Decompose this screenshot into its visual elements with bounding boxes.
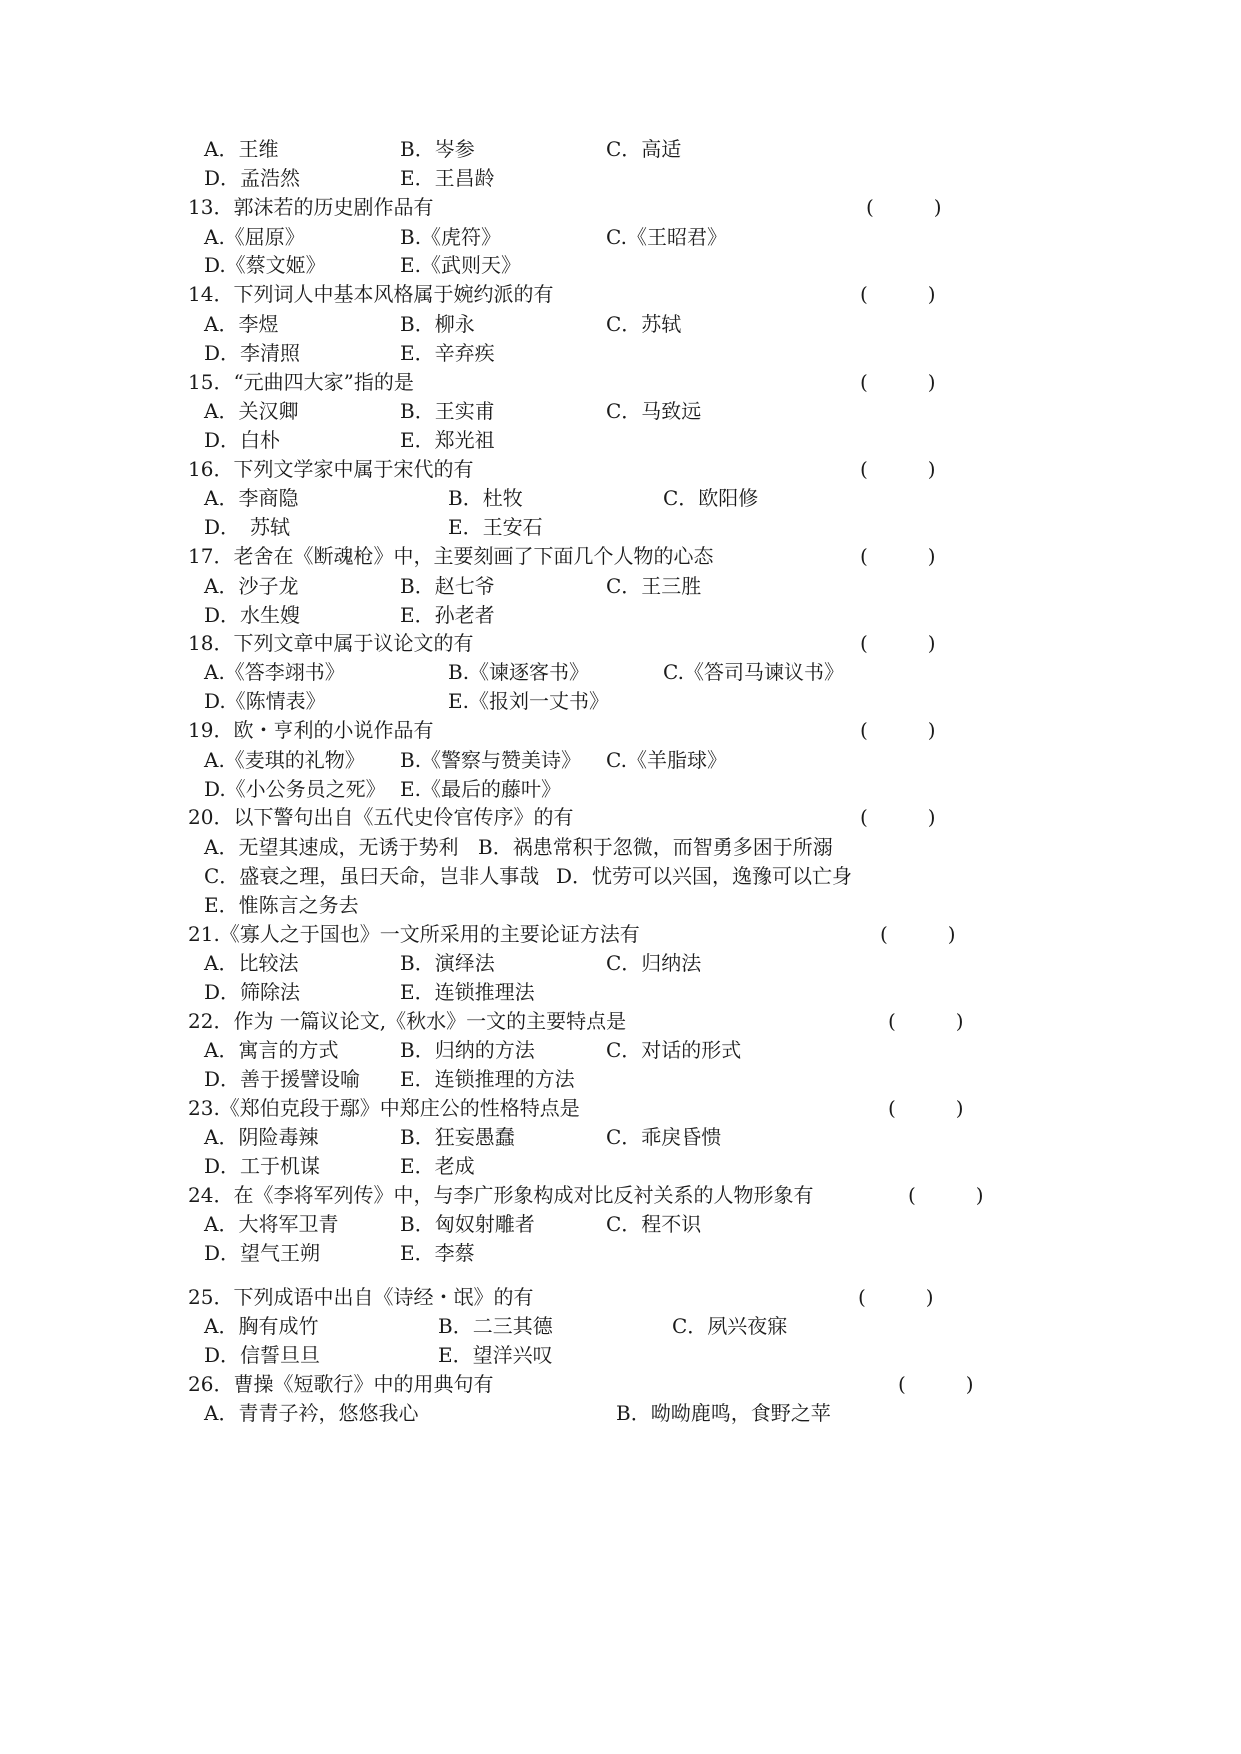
- question-row: [0, 919, 1241, 949]
- option-b: D．忧劳可以兴国，逸豫可以亡身: [556, 864, 853, 888]
- question-text: 16．下列文学家中属于宋代的有: [188, 457, 474, 481]
- question-text: 14．下列词人中基本风格属于婉约派的有: [188, 282, 554, 306]
- answer-blank[interactable]: ( ): [860, 282, 936, 306]
- option-c: C．苏轼: [606, 312, 682, 336]
- option-a: A．沙子龙: [204, 574, 299, 598]
- option-a: A.《屈原》: [204, 225, 305, 249]
- answer-blank[interactable]: ( ): [858, 1285, 934, 1309]
- option-row: [0, 1035, 1241, 1065]
- option-c: C．程不识: [606, 1212, 702, 1236]
- option-c: C．马致远: [606, 399, 702, 423]
- question-text: 18．下列文章中属于议论文的有: [188, 631, 474, 655]
- option-a: A．阴险毒辣: [204, 1125, 319, 1149]
- question-text: 15．“元曲四大家”指的是: [188, 370, 414, 394]
- option-row: [0, 1064, 1241, 1094]
- question-row: [0, 541, 1241, 571]
- option-b: B．王实甫: [400, 399, 495, 423]
- option-a: D.《蔡文姬》: [204, 253, 326, 277]
- answer-blank[interactable]: ( ): [860, 805, 936, 829]
- option-a: D．望气王朔: [204, 1241, 321, 1265]
- option-row: [0, 396, 1241, 426]
- question-text: 17．老舍在《断魂枪》中，主要刻画了下面几个人物的心态: [188, 544, 714, 568]
- option-a: C．盛衰之理，虽曰天命，岂非人事哉: [204, 864, 540, 888]
- question-row: [0, 192, 1241, 222]
- option-c: C．欧阳修: [663, 486, 759, 510]
- question-row: [0, 802, 1241, 832]
- question-row: [0, 1180, 1241, 1210]
- option-b: B．柳永: [400, 312, 475, 336]
- option-b: B．祸患常积于忽微，而智勇多困于所溺: [478, 835, 833, 859]
- question-text: 22．作为 一篇议论文,《秋水》一文的主要特点是: [188, 1009, 627, 1033]
- answer-blank[interactable]: ( ): [860, 544, 936, 568]
- option-a: D．白朴: [204, 428, 281, 452]
- option-row: [0, 222, 1241, 252]
- answer-blank[interactable]: ( ): [860, 457, 936, 481]
- option-b: B．呦呦鹿鸣，食野之苹: [616, 1401, 831, 1425]
- option-c: C．对话的形式: [606, 1038, 742, 1062]
- option-row: [0, 163, 1241, 193]
- option-b: E．李蔡: [400, 1241, 475, 1265]
- option-row: [0, 977, 1241, 1007]
- option-a: A．大将军卫青: [204, 1212, 339, 1236]
- option-row: [0, 309, 1241, 339]
- option-a: D．李清照: [204, 341, 301, 365]
- option-row: [0, 1340, 1241, 1370]
- option-a: A.《麦琪的礼物》: [204, 748, 365, 772]
- answer-blank[interactable]: ( ): [888, 1096, 964, 1120]
- option-c: C．归纳法: [606, 951, 702, 975]
- option-row: [0, 861, 1241, 891]
- option-b: E.《最后的藤叶》: [400, 777, 561, 801]
- answer-blank[interactable]: ( ): [898, 1372, 974, 1396]
- option-row: [0, 600, 1241, 630]
- option-b: B.《虎符》: [400, 225, 502, 249]
- option-a: D.《陈情表》: [204, 689, 326, 713]
- option-a: D．工于机谋: [204, 1154, 321, 1178]
- question-text: 21.《寡人之于国也》一文所采用的主要论证方法有: [188, 922, 640, 946]
- option-b: B．归纳的方法: [400, 1038, 535, 1062]
- option-row: [0, 1398, 1241, 1428]
- option-c: C.《王昭君》: [606, 225, 727, 249]
- option-a: A．青青子衿，悠悠我心: [204, 1401, 419, 1425]
- option-row: [0, 1238, 1241, 1268]
- option-b: E．郑光祖: [400, 428, 495, 452]
- option-a: A．王维: [204, 137, 279, 161]
- option-row: [0, 134, 1241, 164]
- option-b: E．辛弃疾: [400, 341, 495, 365]
- option-b: E．王昌龄: [400, 166, 495, 190]
- question-text: 25．下列成语中出自《诗经・氓》的有: [188, 1285, 534, 1309]
- option-row: [0, 774, 1241, 804]
- option-a: D.《小公务员之死》: [204, 777, 386, 801]
- option-row: [0, 890, 1241, 920]
- question-row: [0, 1369, 1241, 1399]
- question-text: 26．曹操《短歌行》中的用典句有: [188, 1372, 494, 1396]
- question-text: 24．在《李将军列传》中，与李广形象构成对比反衬关系的人物形象有: [188, 1183, 814, 1207]
- option-row: [0, 948, 1241, 978]
- option-b: E.《报刘一丈书》: [448, 689, 609, 713]
- option-b: B．赵七爷: [400, 574, 495, 598]
- option-row: [0, 745, 1241, 775]
- answer-blank[interactable]: ( ): [860, 370, 936, 394]
- option-b: E．孙老者: [400, 603, 495, 627]
- option-row: [0, 1311, 1241, 1341]
- option-a: A.《答李翊书》: [204, 660, 345, 684]
- answer-blank[interactable]: ( ): [908, 1183, 984, 1207]
- option-b: E．连锁推理法: [400, 980, 535, 1004]
- question-row: [0, 454, 1241, 484]
- question-row: [0, 628, 1241, 658]
- option-c: C．高适: [606, 137, 682, 161]
- option-b: B．匈奴射雕者: [400, 1212, 535, 1236]
- option-row: [0, 686, 1241, 716]
- option-b: B．演绎法: [400, 951, 495, 975]
- option-row: [0, 1151, 1241, 1181]
- question-text: 13．郭沫若的历史剧作品有: [188, 195, 434, 219]
- option-row: [0, 338, 1241, 368]
- question-text: 23.《郑伯克段于鄢》中郑庄公的性格特点是: [188, 1096, 580, 1120]
- option-b: B．岑参: [400, 137, 475, 161]
- option-b: B．杜牧: [448, 486, 523, 510]
- option-a: D．水生嫂: [204, 603, 301, 627]
- option-row: [0, 571, 1241, 601]
- option-c: C.《答司马谏议书》: [663, 660, 844, 684]
- option-a: D．孟浩然: [204, 166, 301, 190]
- option-row: [0, 512, 1241, 542]
- question-text: 19．欧・亨利的小说作品有: [188, 718, 434, 742]
- question-row: [0, 715, 1241, 745]
- option-a: A．无望其速成，无诱于势利: [204, 835, 459, 859]
- question-row: [0, 1006, 1241, 1036]
- question-row: [0, 1093, 1241, 1123]
- answer-blank[interactable]: ( ): [880, 922, 956, 946]
- question-row: [0, 279, 1241, 309]
- option-a: E．惟陈言之务去: [204, 893, 359, 917]
- option-a: A．胸有成竹: [204, 1314, 319, 1338]
- option-b: E.《武则天》: [400, 253, 521, 277]
- option-b: E．连锁推理的方法: [400, 1067, 575, 1091]
- option-row: [0, 1209, 1241, 1239]
- answer-blank[interactable]: ( ): [860, 631, 936, 655]
- option-c: C．王三胜: [606, 574, 702, 598]
- option-row: [0, 832, 1241, 862]
- option-a: A．寓言的方式: [204, 1038, 339, 1062]
- option-a: A．关汉卿: [204, 399, 299, 423]
- option-a: D．信誓旦旦: [204, 1343, 321, 1367]
- option-c: C.《羊脂球》: [606, 748, 727, 772]
- option-row: [0, 483, 1241, 513]
- option-a: D．善于援譬设喻: [204, 1067, 361, 1091]
- option-a: D．筛除法: [204, 980, 301, 1004]
- option-a: A．李煜: [204, 312, 279, 336]
- option-c: C．乖戾昏愦: [606, 1125, 722, 1149]
- answer-blank[interactable]: ( ): [888, 1009, 964, 1033]
- option-a: A．比较法: [204, 951, 299, 975]
- option-b: B．二三其德: [438, 1314, 553, 1338]
- answer-blank[interactable]: ( ): [860, 718, 936, 742]
- option-c: C．夙兴夜寐: [672, 1314, 788, 1338]
- option-a: D． 苏轼: [204, 515, 291, 539]
- option-row: [0, 657, 1241, 687]
- option-b: E．老成: [400, 1154, 475, 1178]
- question-text: 20．以下警句出自《五代史伶官传序》的有: [188, 805, 574, 829]
- option-row: [0, 250, 1241, 280]
- option-b: E．王安石: [448, 515, 543, 539]
- option-b: E．望洋兴叹: [438, 1343, 553, 1367]
- option-row: [0, 1122, 1241, 1152]
- question-row: [0, 367, 1241, 397]
- option-b: B．狂妄愚蠢: [400, 1125, 515, 1149]
- option-b: B.《谏逐客书》: [448, 660, 590, 684]
- answer-blank[interactable]: ( ): [866, 195, 942, 219]
- option-b: B.《警察与赞美诗》: [400, 748, 582, 772]
- option-a: A．李商隐: [204, 486, 299, 510]
- option-row: [0, 425, 1241, 455]
- question-row: [0, 1282, 1241, 1312]
